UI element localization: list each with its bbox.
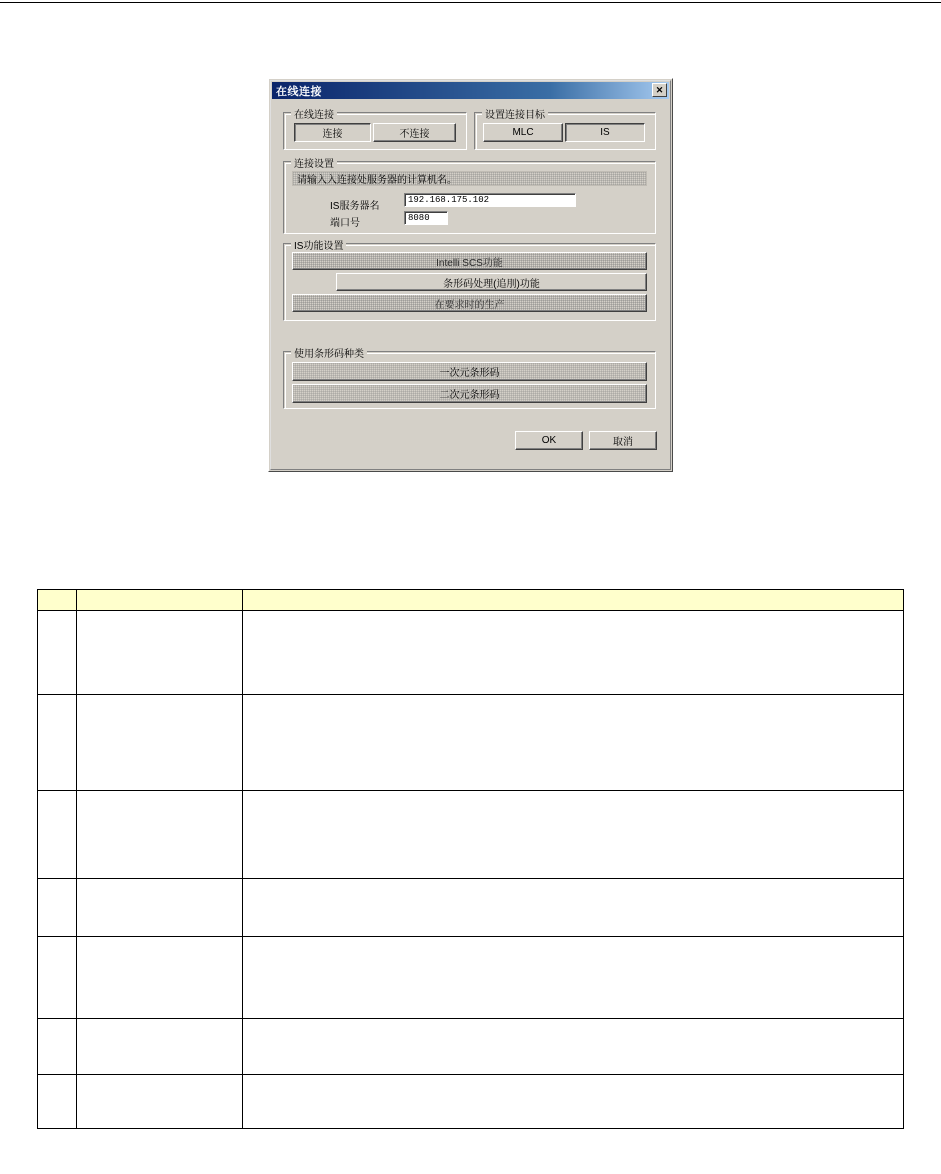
- group-connect-target-title: 设置连接目标: [482, 106, 548, 121]
- port-number-label: 端口号: [330, 218, 360, 229]
- group-is-function-settings-title: IS功能设置: [291, 237, 346, 252]
- port-number-input[interactable]: 8080: [404, 211, 448, 225]
- target-is-button[interactable]: IS: [565, 123, 645, 142]
- table-cell-item: [77, 611, 243, 695]
- table-header-row: [38, 590, 904, 611]
- table-header-no: [38, 590, 77, 611]
- table-cell-item: [77, 937, 243, 1019]
- table-header-desc: [243, 590, 904, 611]
- table-cell-desc: [243, 1019, 904, 1075]
- table-header-item: [77, 590, 243, 611]
- ok-button[interactable]: OK: [515, 431, 583, 450]
- group-online-connection-title: 在线连接: [291, 106, 337, 121]
- table-cell-no: [38, 879, 77, 937]
- spec-table: [37, 589, 904, 1129]
- dialog-titlebar[interactable]: [272, 82, 669, 99]
- table-row: [38, 695, 904, 791]
- table-row: [38, 879, 904, 937]
- table-cell-no: [38, 695, 77, 791]
- table-row: [38, 611, 904, 695]
- connection-settings-hint: 请输入入连接处服务器的计算机名。: [292, 171, 647, 186]
- table-cell-item: [77, 791, 243, 879]
- table-cell-item: [77, 1075, 243, 1129]
- table-cell-desc: [243, 791, 904, 879]
- produce-on-demand-button[interactable]: 在要求时的生产: [292, 294, 647, 312]
- table-cell-desc: [243, 1075, 904, 1129]
- intelli-scs-function-button[interactable]: Intelli SCS功能: [292, 252, 647, 270]
- dialog-title: 在线连接: [276, 85, 322, 98]
- table-cell-no: [38, 937, 77, 1019]
- group-barcode-types-title: 使用条形码种类: [291, 345, 367, 360]
- table-cell-no: [38, 791, 77, 879]
- barcode-1d-button[interactable]: 一次元条形码: [292, 362, 647, 381]
- table-cell-desc: [243, 879, 904, 937]
- disconnect-button[interactable]: 不连接: [373, 123, 456, 142]
- cancel-button[interactable]: 取消: [589, 431, 657, 450]
- table-cell-no: [38, 1019, 77, 1075]
- connect-button[interactable]: 连接: [294, 123, 371, 142]
- table-cell-no: [38, 1075, 77, 1129]
- is-server-name-label: IS服务器名: [330, 201, 380, 212]
- table-cell-item: [77, 695, 243, 791]
- page-top-rule: [0, 2, 941, 3]
- table-row: [38, 1019, 904, 1075]
- group-connection-settings-title: 连接设置: [291, 155, 337, 170]
- table-cell-desc: [243, 611, 904, 695]
- table-cell-item: [77, 879, 243, 937]
- table-row: [38, 937, 904, 1019]
- table-cell-desc: [243, 937, 904, 1019]
- close-icon[interactable]: ✕: [652, 83, 667, 97]
- table-cell-no: [38, 611, 77, 695]
- is-server-name-input[interactable]: 192.168.175.102: [404, 193, 576, 207]
- target-mlc-button[interactable]: MLC: [483, 123, 563, 142]
- table-row: [38, 791, 904, 879]
- table-cell-item: [77, 1019, 243, 1075]
- barcode-tracking-function-button[interactable]: 条形码处理(追刖)功能: [336, 273, 647, 291]
- barcode-2d-button[interactable]: 二次元条形码: [292, 384, 647, 403]
- online-connection-dialog: [268, 78, 673, 472]
- table-row: [38, 1075, 904, 1129]
- table-cell-desc: [243, 695, 904, 791]
